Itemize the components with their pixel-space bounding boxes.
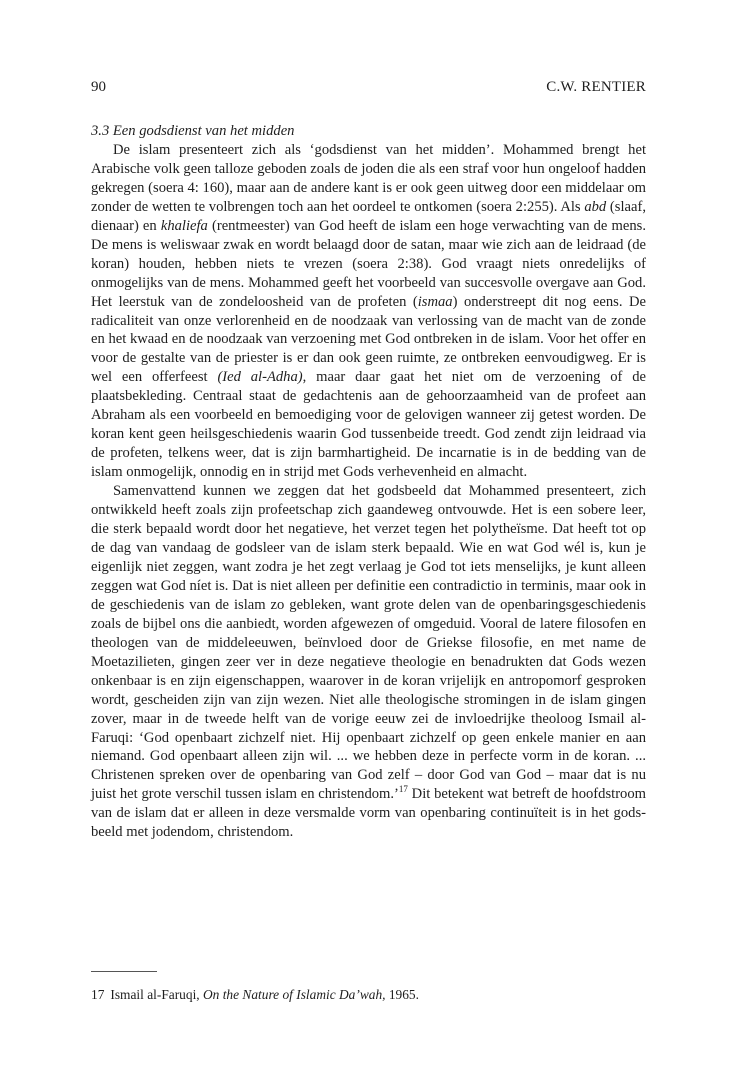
footnote-author: Ismail al-Faruqi,: [110, 987, 203, 1002]
footnote-divider: [91, 971, 157, 972]
paragraph-1: [91, 141, 646, 482]
footnote-work-title: On the Nature of Islamic Da’wah,: [203, 987, 386, 1002]
term-khaliefa: khaliefa: [160, 217, 208, 234]
footnote-reference[interactable]: 17: [398, 784, 408, 795]
running-head-author: C.W. RENTIER: [546, 79, 646, 95]
term-abd: abd: [584, 198, 607, 215]
term-ismaa: ismaa: [417, 293, 453, 310]
footnote-year: 1965.: [385, 987, 419, 1002]
section-title: 3.3 Een godsdienst van het midden: [91, 123, 295, 139]
paragraph-1-text-b: (slaaf, dienaar) en: [91, 198, 646, 234]
paragraph-1-text-e: , maar daar gaat het niet om de verzoening of de plaatsbekleding. Centraal staat de gedachtenis aan de gehoorzaamheid van de profeet aan Abraham als een voorbeeld en bemoediging voor de gelovigen wanneer zij getest worden. De koran kent geen heilsgeschiedenis waarin God tussenbeide treedt. God zendt zijn leidraad via de profeten, telkens weer, dat is zijn barmhartigheid. De incarnatie is in de bedding van de islam onmogelijk, onnodig en in strijd met Gods verhevenheid en almacht.: [91, 369, 646, 481]
page-header: [91, 79, 646, 99]
footnote-number: 17: [91, 987, 105, 1002]
paragraph-2-text-b: Dit betekent wat betreft de hoofdstroom van de islam dat er alleen in deze versmalde vorm van openbaring continuïteit is in het godsbeeld met jodendom, christendom.: [91, 786, 647, 841]
paragraph-1-text-d: ) onderstreept dit nog eens. De radicaliteit van onze verlorenheid en de noodzaak van verlossing van de macht van de zonde en het kwaad en de noodzaak van verzoening met God ontbreken in de islam. Voor het offer en voor de gestalte van de priester is er dan ook geen ruimte, ze ontbreken eenvoudigweg. Er is wel een offerfeest: [91, 293, 646, 386]
paragraph-1-text-a: De islam presenteert zich als ‘godsdienst van het midden’. Mohammed brengt het Arabische volk geen talloze geboden zoals de joden die als een straf voor hun ongeloof hadden gekregen (soera 4: 160), maar aan de andere kant is er ook geen uitweg door een middelaar om zonder de wetten te volbrengen toch aan het oordeel te ontkomen (soera 2:255). Als: [91, 141, 646, 215]
paragraph-1-text-c: (rentmeester) van God heeft de islam een hoge verwachting van de mens. De mens is weliswaar zwak en wordt belaagd door de satan, maar wie zich aan de leidraad (de koran) houden, hebben niets te vrezen (soera 2:38). God vraagt niets onredelijks of onmogelijks van de mens. Mohammed geeft het voorbeeld van succesvolle overgave aan God. Het leerstuk van de zondeloosheid van de profeten (: [91, 217, 646, 310]
paragraph-2-text-a: Samenvattend kunnen we zeggen dat het godsbeeld dat Mohammed presenteert, zich ontwikkeld heeft zoals zijn profeetschap zich gaandeweg ontvouwde. Het is een sobere leer, die sterk bepaald wordt door het negatieve, het verzet tegen het polytheïsme. Dat heeft tot op de dag van vandaag de godsleer van de islam sterk bepaald. Wie en wat God wél is, kun je eigenlijk niet zeggen, want zodra je het zegt verlaag je God tot iets menselijks, je kunt alleen zeggen wat God níet is. Dat is niet alleen per definitie een contradictio in terminis, maar ook in de geschiedenis van de islam zo gebleken, want grote delen van de openbaringsgeschiedenis zoals de bijbel ons die aanbiedt, worden afgewezen of omgeduid. Vooral de latere filosofen en theologen van de middeleeuwen, beïnvloed door de Griekse filosofie, en met name de Moetazilieten, gingen zeer ver in deze negatieve theologie en benadrukten dat Gods wezen onkenbaar is en zijn eigenschappen, waarover in de koran vrijelijk en antropomorf gesproken wordt, gescheiden zijn van zijn wezen. Niet alle theologische stromingen in de islam gingen zover, maar in de tweede helft van de vorige eeuw zei de invloedrijke theoloog Ismail al-Faruqi: ‘God openbaart zichzelf niet. Hij openbaart zichzelf op geen enkele manier en aan niemand. God openbaart alleen zijn wil. ... we hebben deze in perfecte vorm in de koran. ... Christenen spreken over de openbaring van God zelf – door God van God – maar dat is nu juist het grote verschil tussen islam en christendom.’: [91, 483, 646, 803]
paragraph-2: [91, 482, 646, 842]
term-ied-al-adha: (Ied al-Adha): [217, 369, 303, 386]
main-text: [91, 122, 646, 842]
page-number: 90: [91, 79, 106, 95]
footnote: [91, 986, 646, 1003]
